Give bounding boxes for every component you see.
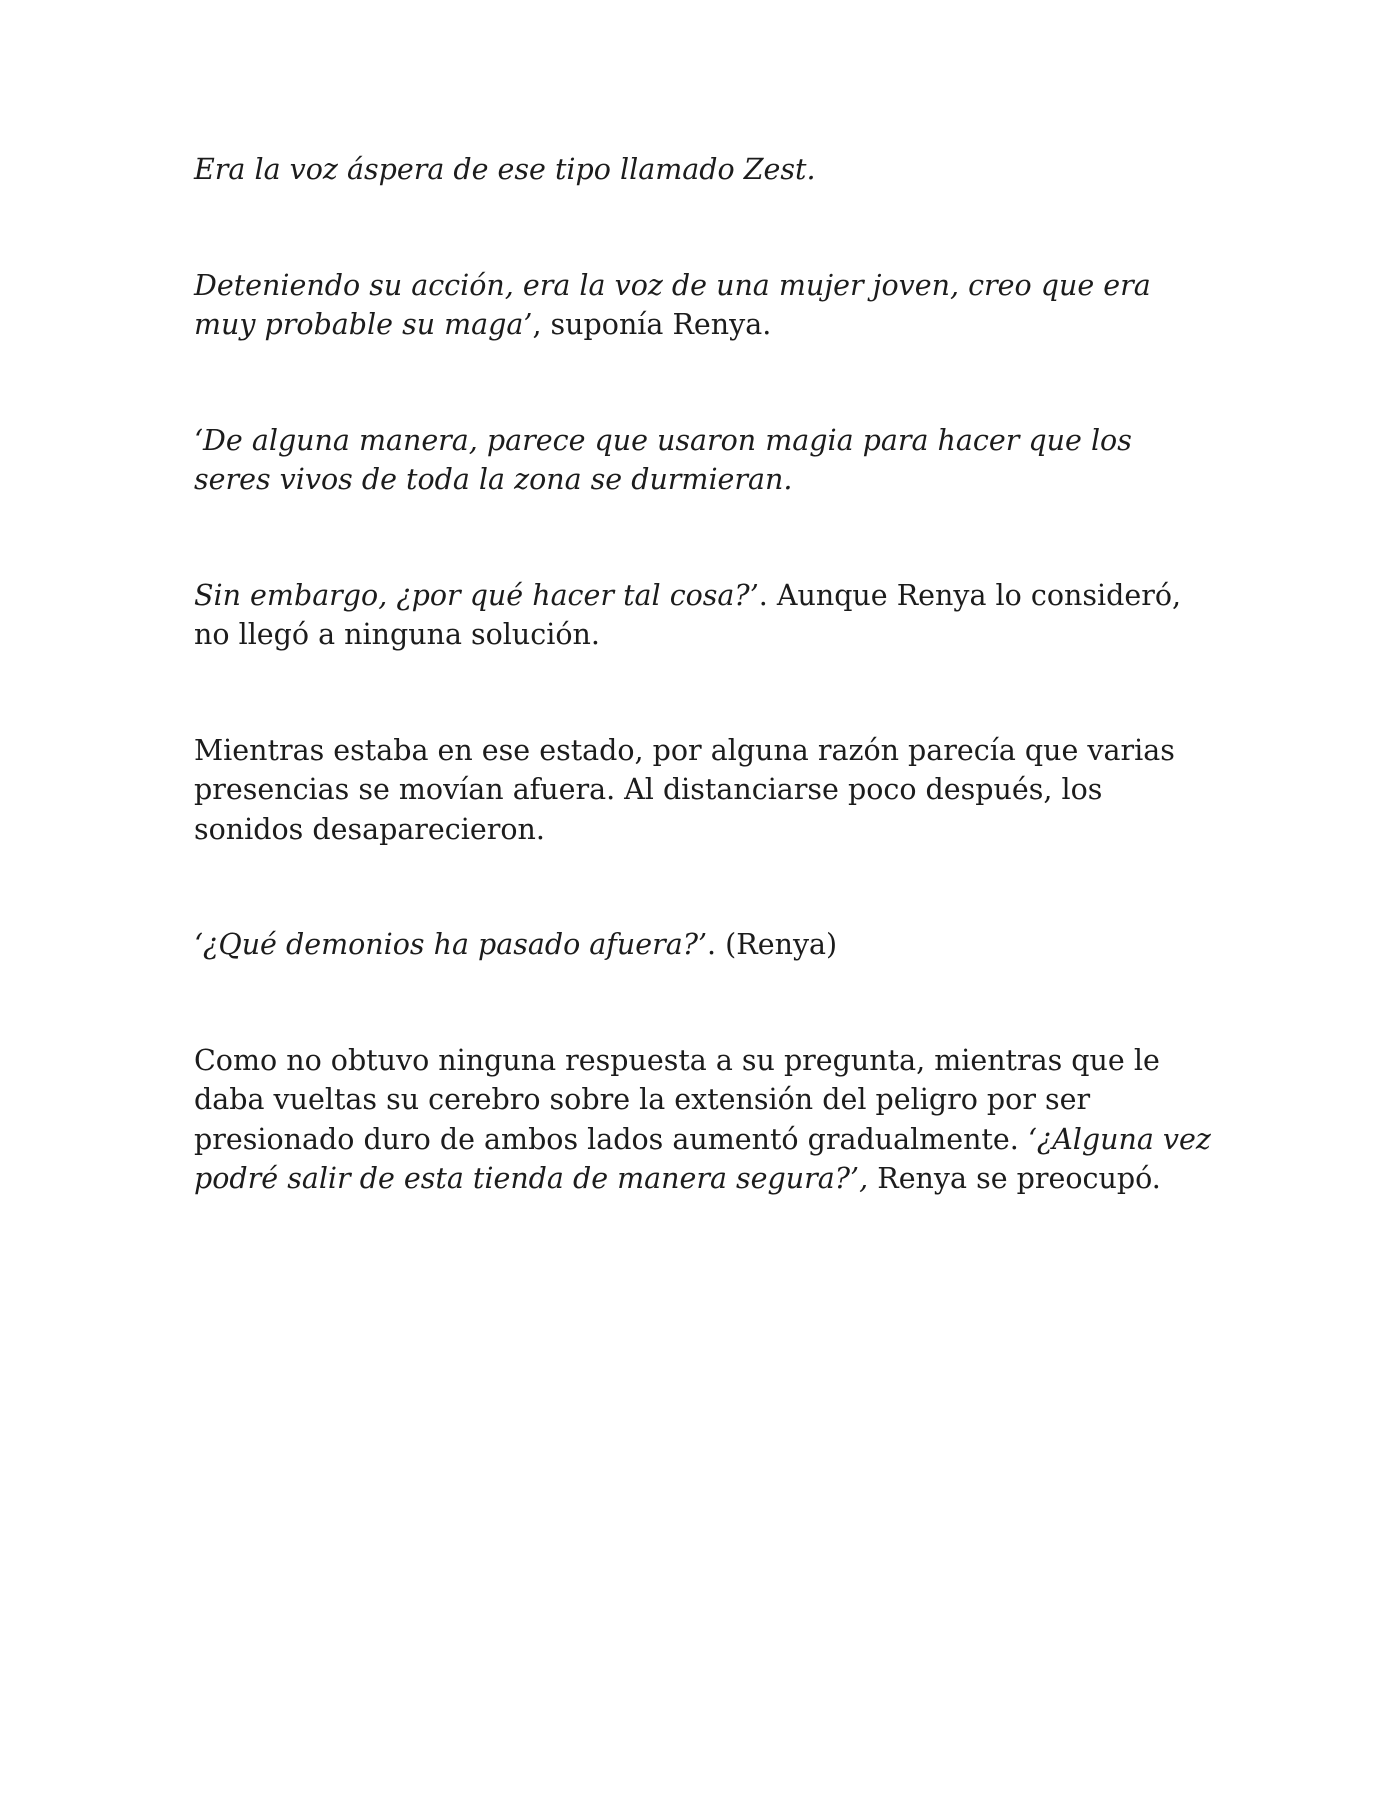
story-text <box>194 150 1214 1199</box>
paragraph-7 <box>194 1041 1214 1199</box>
paragraph-1-italic: Era la voz áspera de ese tipo llamado Zest. <box>194 153 816 186</box>
paragraph-4-italic: Sin embargo, ¿por qué hacer tal cosa?’ <box>194 578 759 612</box>
paragraph-2 <box>194 266 1214 345</box>
paragraph-6-regular: . (Renya) <box>707 928 838 961</box>
paragraph-4 <box>194 576 1214 655</box>
paragraph-3-italic: ‘De alguna manera, parece que usaron magia para hacer que los seres vivos de toda la zona se durmieran. <box>194 423 1132 496</box>
paragraph-5 <box>194 731 1214 850</box>
paragraph-6 <box>194 925 1214 965</box>
paragraph-7-italic: ‘¿Alguna vez podré salir de esta tienda de manera segura?’, <box>194 1122 1211 1195</box>
paragraph-2-regular: , suponía Renya. <box>532 308 772 341</box>
paragraph-7-regular-end: Renya se preocupó. <box>868 1162 1161 1195</box>
paragraph-7-regular: Como no obtuvo ninguna respuesta a su pregunta, mientras que le daba vueltas su cerebro sobre la extensión del peligro por ser presionado duro de ambos lados aumentó gradualmente. <box>194 1043 1160 1156</box>
paragraph-1 <box>194 150 1214 190</box>
paragraph-4-regular: . Aunque Renya lo consideró, no llegó a ninguna solución. <box>194 578 1182 651</box>
paragraph-3 <box>194 421 1214 500</box>
paragraph-5-regular: Mientras estaba en ese estado, por alguna razón parecía que varias presencias se movían afuera. Al distanciarse poco después, los sonidos desaparecieron. <box>194 733 1175 846</box>
paragraph-2-italic: Deteniendo su acción, era la voz de una mujer joven, creo que era muy probable su maga’ <box>194 268 1151 341</box>
paragraph-6-italic: ‘¿Qué demonios ha pasado afuera?’ <box>194 928 708 961</box>
